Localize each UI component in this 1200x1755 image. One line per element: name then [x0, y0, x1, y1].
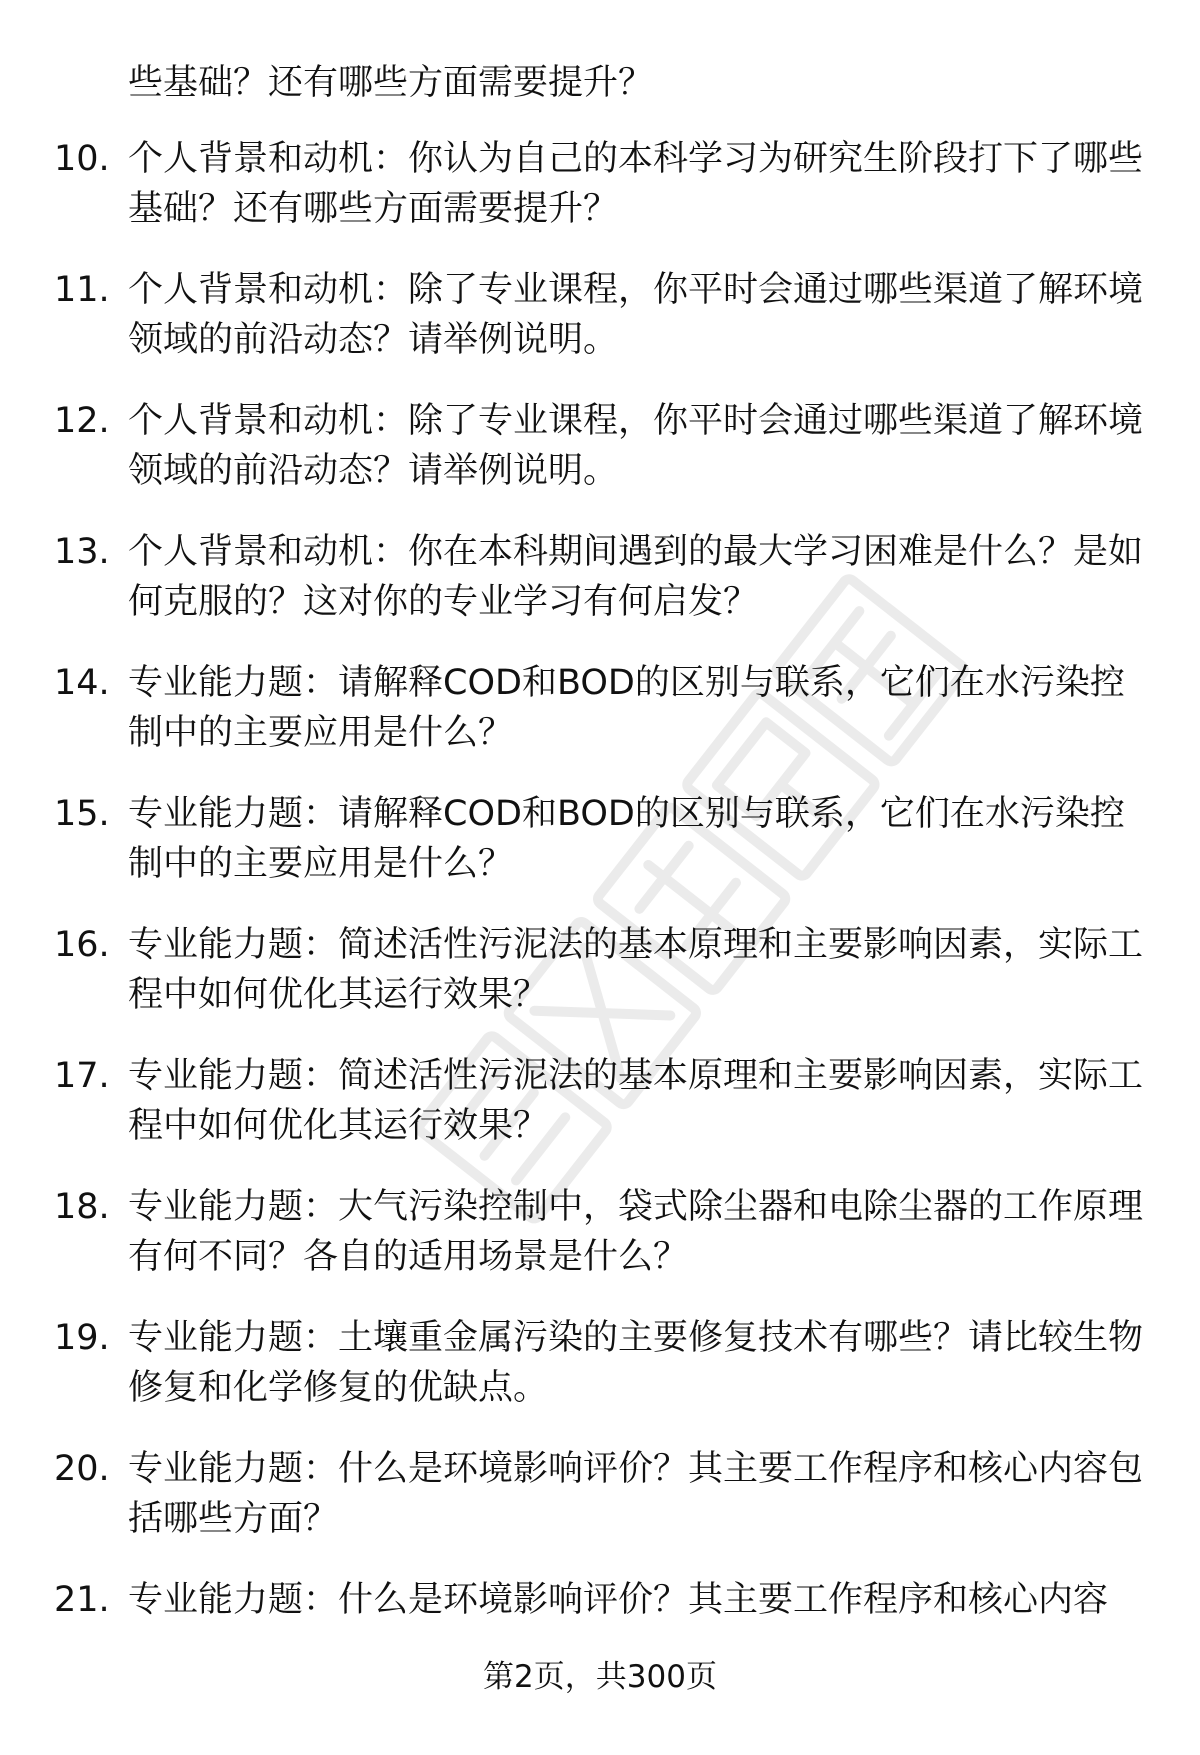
question-text: 个人背景和动机：除了专业课程，你平时会通过哪些渠道了解环境领域的前沿动态？请举例说明。 — [128, 270, 1144, 360]
question-text: 专业能力题：什么是环境影响评价？其主要工作程序和核心内容 — [128, 1580, 1109, 1620]
question-number: 21. — [54, 1580, 110, 1620]
question-text: 专业能力题：土壤重金属污染的主要修复技术有哪些？请比较生物修复和化学修复的优缺点。 — [128, 1318, 1144, 1408]
question-number: 15. — [54, 794, 110, 834]
question-text: 个人背景和动机：你在本科期间遇到的最大学习困难是什么？是如何克服的？这对你的专业学习有何启发？ — [128, 532, 1144, 622]
question-text: 专业能力题：什么是环境影响评价？其主要工作程序和核心内容包括哪些方面？ — [128, 1449, 1144, 1539]
question-number: 13. — [54, 532, 110, 572]
list-item — [0, 789, 1200, 920]
question-number: 20. — [54, 1449, 110, 1489]
list-item — [0, 1444, 1200, 1575]
question-text: 个人背景和动机：你认为自己的本科学习为研究生阶段打下了哪些基础？还有哪些方面需要提升？ — [128, 139, 1144, 229]
list-item — [0, 265, 1200, 396]
list-item — [0, 527, 1200, 658]
question-text: 专业能力题：请解释COD和BOD的区别与联系，它们在水污染控制中的主要应用是什么？ — [128, 663, 1125, 753]
question-number: 18. — [54, 1187, 110, 1227]
question-number: 14. — [54, 663, 110, 703]
continuation-text: 些基础？还有哪些方面需要提升？ — [128, 63, 654, 103]
list-item — [0, 920, 1200, 1051]
list-item — [0, 658, 1200, 789]
question-number: 17. — [54, 1056, 110, 1096]
question-list — [0, 134, 1200, 1706]
question-text: 专业能力题：大气污染控制中，袋式除尘器和电除尘器的工作原理有何不同？各自的适用场景是什么？ — [128, 1187, 1144, 1277]
question-number: 16. — [54, 925, 110, 965]
question-number: 11. — [54, 270, 110, 310]
list-item — [0, 1182, 1200, 1313]
question-text: 专业能力题：请解释COD和BOD的区别与联系，它们在水污染控制中的主要应用是什么？ — [128, 794, 1125, 884]
question-text: 个人背景和动机：除了专业课程，你平时会通过哪些渠道了解环境领域的前沿动态？请举例说明。 — [128, 401, 1144, 491]
question-number: 10. — [54, 139, 110, 179]
list-item — [0, 134, 1200, 265]
list-item — [0, 1313, 1200, 1444]
question-text: 专业能力题：简述活性污泥法的基本原理和主要影响因素，实际工程中如何优化其运行效果？ — [128, 1056, 1144, 1146]
question-text: 专业能力题：简述活性污泥法的基本原理和主要影响因素，实际工程中如何优化其运行效果？ — [128, 925, 1144, 1015]
page-footer: 第2页，共300页 — [483, 1659, 717, 1695]
list-item — [0, 1051, 1200, 1182]
question-number: 12. — [54, 401, 110, 441]
question-number: 19. — [54, 1318, 110, 1358]
list-item — [0, 396, 1200, 527]
